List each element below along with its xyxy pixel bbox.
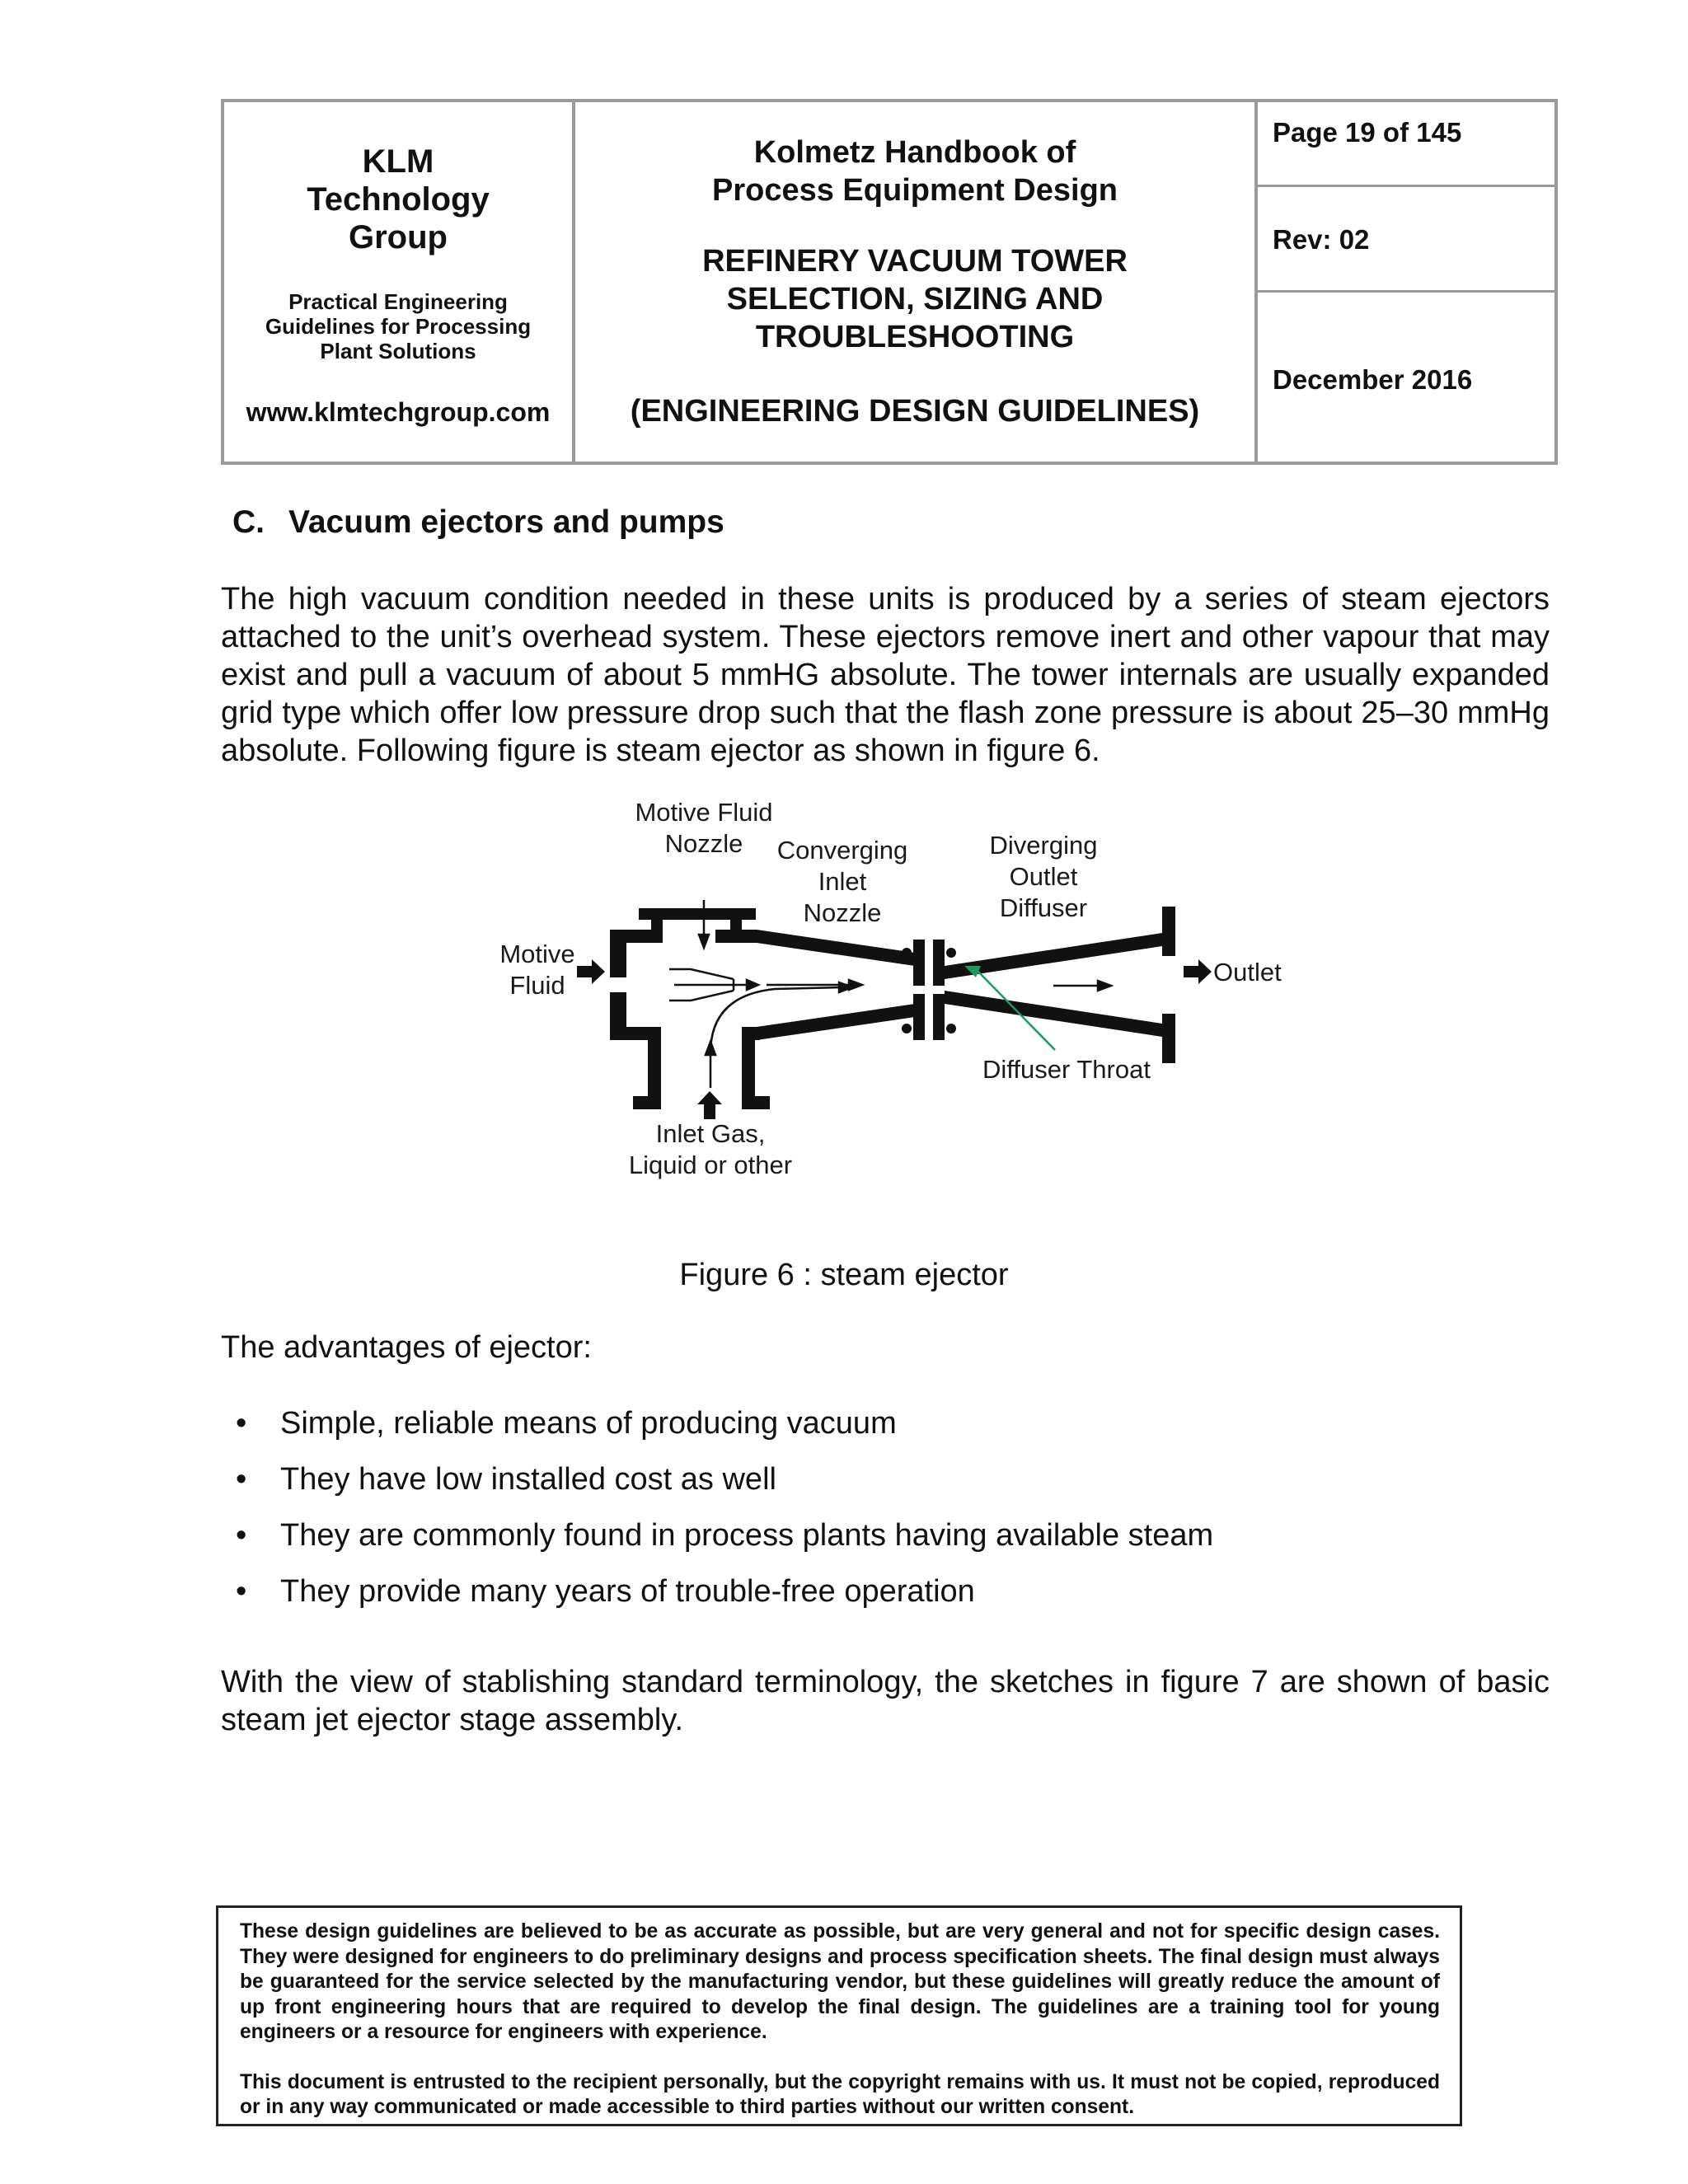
list-item <box>221 1460 1550 1516</box>
list-item-text: They provide many years of trouble-free operation <box>280 1574 975 1609</box>
bullet-icon: • <box>236 1406 247 1441</box>
nozzle-pointer-head <box>699 935 709 948</box>
document-title <box>575 242 1254 356</box>
label-diverging-2: Outlet <box>1009 862 1078 891</box>
diffuser-flow-arrowhead <box>1098 981 1111 991</box>
terminology-paragraph: With the view of stablishing standard terminology, the sketches in figure 7 are shown of basic steam jet ejector stage assembly. <box>221 1665 1550 1737</box>
company-name <box>224 143 572 256</box>
copyright-text: This document is entrusted to the recipient personally, but the copyright remains with us. It must not be copied, reproduced or in any way communicated or made accessible to third parties without our written consent. <box>240 2070 1440 2118</box>
top-stub-cap <box>639 908 756 920</box>
list-item <box>221 1516 1550 1572</box>
list-item-text: Simple, reliable means of producing vacuum <box>280 1406 897 1441</box>
tagline-line: Practical Engineering <box>288 289 508 314</box>
label-converging-2: Inlet <box>818 867 867 896</box>
label-inlet-gas-2: Liquid or other <box>628 1151 793 1179</box>
throat-flange-upper-right <box>933 940 945 986</box>
company-tagline <box>224 289 572 363</box>
inlet-flange-left <box>633 1096 661 1109</box>
label-diffuser-throat: Diffuser Throat <box>982 1055 1151 1084</box>
label-motive-fluid-1: Motive <box>499 940 575 968</box>
bolt <box>946 1024 956 1033</box>
intro-paragraph: The high vacuum condition needed in these units is produced by a series of steam ejectors attached to the unit’s overhead system. These ejectors remove inert and other vapour that may exist and pull a vacuum of about 5 mmHG absolute. The tower internals are usually expanded grid type which offer low pressure drop such that the flash zone pressure is about 25–30 mmHg absolute. Following figure is steam ejector as shown in figure 6. <box>221 582 1550 768</box>
label-motive-fluid-2: Fluid <box>509 971 565 1000</box>
throat-flange-upper-left <box>913 940 925 986</box>
label-converging-1: Converging <box>776 836 908 865</box>
list-item-text: They have low installed cost as well <box>280 1462 776 1497</box>
inlet-flange-right <box>742 1096 770 1109</box>
revision: Rev: 02 <box>1273 224 1370 255</box>
company-cell <box>223 101 574 463</box>
figure-caption: Figure 6 : steam ejector <box>679 1258 1009 1292</box>
bullet-icon: • <box>236 1462 247 1497</box>
title-line: SELECTION, SIZING AND <box>726 282 1104 316</box>
document-date: December 2016 <box>1273 364 1473 395</box>
bullet-icon: • <box>236 1574 247 1609</box>
advantages-list <box>221 1404 1550 1629</box>
label-converging-3: Nozzle <box>803 898 882 927</box>
company-name-text: KLM Technology Group <box>307 143 490 255</box>
converging-top-wall <box>757 930 915 966</box>
page-number: Page 19 of 145 <box>1273 117 1462 148</box>
block-arrows <box>577 959 1212 1119</box>
company-website: www.klmtechgroup.com <box>246 397 551 427</box>
motive-inlet-block-arrow <box>577 959 605 984</box>
title-line: REFINERY VACUUM TOWER <box>702 244 1128 279</box>
diagram-labels <box>499 798 1282 1179</box>
bolt <box>946 948 956 958</box>
bolt <box>902 1024 912 1033</box>
handbook-line: Process Equipment Design <box>711 173 1118 208</box>
motive-flow-arrowhead <box>747 980 758 990</box>
steam-ejector-diagram <box>486 791 1311 1187</box>
title-line: TROUBLESHOOTING <box>755 320 1075 354</box>
section-title: Vacuum ejectors and pumps <box>288 504 724 540</box>
label-motive-fluid-nozzle-2: Nozzle <box>664 829 743 858</box>
document-type: (ENGINEERING DESIGN GUIDELINES) <box>630 394 1200 429</box>
suction-flow-line <box>710 987 841 1088</box>
throat-flange-lower-right <box>933 994 945 1040</box>
meta-divider <box>1258 290 1554 293</box>
advantages-intro: The advantages of ejector: <box>221 1330 592 1365</box>
handbook-line: Kolmetz Handbook of <box>753 135 1076 170</box>
nozzle-outline-top <box>669 969 734 979</box>
section-letter: C. <box>232 504 265 540</box>
label-outlet: Outlet <box>1213 958 1282 987</box>
nozzle-outline-bottom <box>669 991 734 1001</box>
list-item <box>221 1404 1550 1460</box>
tagline-line: Plant Solutions <box>320 339 476 363</box>
bolt <box>902 948 912 958</box>
label-inlet-gas-1: Inlet Gas, <box>655 1119 766 1148</box>
meta-cell <box>1256 101 1556 463</box>
converging-bottom-wall <box>757 1004 915 1040</box>
throat-flange-lower-left <box>913 994 925 1040</box>
label-diverging-3: Diffuser <box>999 893 1088 922</box>
diverging-bottom-wall <box>945 991 1162 1037</box>
bullet-icon: • <box>236 1518 247 1553</box>
handbook-title <box>575 134 1254 209</box>
section-heading <box>232 504 724 541</box>
meta-divider <box>1258 185 1554 187</box>
outlet-block-arrow <box>1184 959 1212 984</box>
list-item-text: They are commonly found in process plants having available steam <box>280 1518 1214 1553</box>
tagline-line: Guidelines for Processing <box>265 314 532 339</box>
outlet-flange-lower <box>1162 1014 1175 1063</box>
title-cell <box>574 101 1256 463</box>
outlet-flange-upper <box>1162 907 1175 956</box>
label-diverging-1: Diverging <box>989 831 1098 860</box>
document-header <box>221 99 1558 465</box>
disclaimer-box <box>216 1905 1462 2126</box>
label-motive-fluid-nozzle-1: Motive Fluid <box>635 798 773 827</box>
disclaimer-text: These design guidelines are believed to be as accurate as possible, but are very general and not for specific design cases. They were designed for engineers to do preliminary designs and process specification sheets. The final design must always be guaranteed for the service selected by the manufacturing vendor, but these guidelines will greatly reduce the amount of up front engineering hours that are required to develop the final design. The guidelines are a training tool for young engineers or a resource for engineers with experience. <box>240 1920 1440 2043</box>
inlet-gas-block-arrow <box>697 1091 722 1119</box>
suction-flow-arrowhead <box>706 1042 715 1055</box>
list-item <box>221 1572 1550 1629</box>
